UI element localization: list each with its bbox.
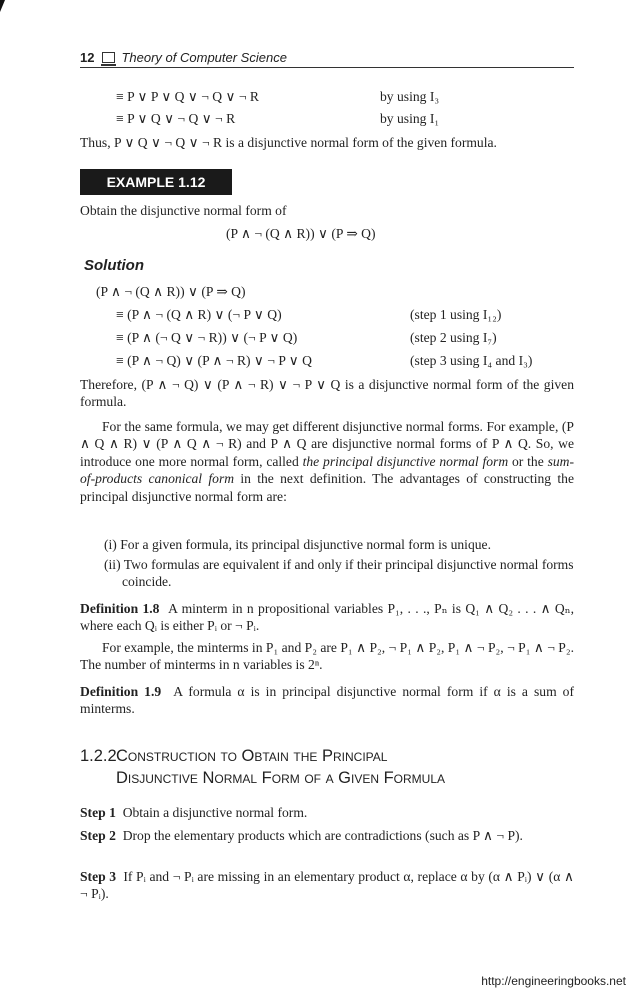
advantage-item: (i) For a given formula, its principal disjunctive normal form is unique. bbox=[104, 537, 491, 552]
derivation-reason: by using I₁ bbox=[380, 111, 440, 126]
solution-therefore: Therefore, (P ∧ ¬ Q) ∨ (P ∧ ¬ R) ∨ ¬ P ∨ Q is a disjunctive normal form of the given formula. bbox=[80, 377, 574, 410]
definition-text: A formula α is in principal disjunctive normal form if α is a sum of minterms. bbox=[80, 684, 575, 717]
definition-1-9 bbox=[80, 683, 574, 718]
step-text: If Pᵢ and ¬ Pᵢ are missing in an elementary product α, replace α by (α ∧ Pᵢ) ∨ (α ∧ ¬ Pᵢ). bbox=[80, 869, 574, 902]
page-corner-mark bbox=[0, 0, 5, 12]
definition-1-8-example: For example, the minterms in P₁ and P₂ are P₁ ∧ P₂, ¬ P₁ ∧ P₂, P₁ ∧ ¬ P₂, ¬ P₁ ∧ ¬ P₂. The number of minterms in n variables is 2ⁿ. bbox=[80, 640, 574, 673]
solution-step-reason: (step 1 using I₁₂) bbox=[410, 307, 502, 322]
derivation-formula: ≡ P ∨ P ∨ Q ∨ ¬ Q ∨ ¬ R bbox=[116, 89, 259, 104]
derivation-formula: ≡ P ∨ Q ∨ ¬ Q ∨ ¬ R bbox=[116, 111, 236, 126]
advantage-item: (ii) Two formulas are equivalent if and only if their principal disjunctive normal forms coincide. bbox=[104, 557, 574, 590]
header-rule bbox=[80, 67, 574, 68]
paragraph-text: or the bbox=[508, 453, 548, 469]
thus-line: Thus, P ∨ Q ∨ ¬ Q ∨ ¬ R is a disjunctive normal form of the given formula. bbox=[80, 135, 497, 150]
paragraph-term: sum-of-products canonical form bbox=[80, 453, 574, 487]
definition-label: Definition 1.8 bbox=[80, 601, 160, 616]
page-number: 12 bbox=[80, 50, 95, 65]
step-item bbox=[80, 868, 574, 903]
solution-first-line: (P ∧ ¬ (Q ∧ R)) ∨ (P ⇒ Q) bbox=[96, 284, 246, 299]
step-label: Step 2 bbox=[80, 828, 116, 843]
section-title-line: Construction to Obtain the Principal bbox=[116, 747, 388, 765]
footer-url: http://engineeringbooks.net bbox=[481, 974, 626, 988]
step-text: Obtain a disjunctive normal form. bbox=[122, 805, 308, 820]
paragraph-text: For the same formula, we may get different disjunctive normal forms. For example, (P ∧ Q ∧ R) ∨ (P ∧ Q ∧ ¬ R) and P ∧ Q are disjunctive normal forms of P ∧ Q. So, we introduce one more normal form, called bbox=[80, 419, 574, 469]
example-formula: (P ∧ ¬ (Q ∧ R)) ∨ (P ⇒ Q) bbox=[226, 226, 376, 241]
solution-heading: Solution bbox=[84, 257, 144, 274]
step-label: Step 3 bbox=[80, 869, 117, 884]
example-label: EXAMPLE 1.12 bbox=[80, 169, 232, 195]
page-header bbox=[80, 50, 574, 67]
section-number: 1.2.2 bbox=[80, 747, 117, 765]
definition-text: A minterm in n propositional variables P₁, . . ., Pₙ is Q₁ ∧ Q₂ . . . ∧ Qₙ, where each Qᵢ is either Pᵢ or ¬ Pᵢ. bbox=[80, 601, 574, 634]
derivation-reason: by using I₃ bbox=[380, 89, 440, 104]
solution-step-reason: (step 3 using I₄ and I₃) bbox=[410, 353, 533, 368]
definition-label: Definition 1.9 bbox=[80, 684, 162, 699]
solution-step-reason: (step 2 using I₇) bbox=[410, 330, 497, 345]
solution-step-formula: ≡ (P ∧ (¬ Q ∨ ¬ R)) ∨ (¬ P ∨ Q) bbox=[116, 330, 298, 345]
step-item bbox=[80, 804, 574, 821]
principal-form-paragraph bbox=[80, 418, 574, 505]
definition-1-8 bbox=[80, 600, 574, 635]
step-label: Step 1 bbox=[80, 805, 116, 820]
step-text: Drop the elementary products which are contradictions (such as P ∧ ¬ P). bbox=[122, 828, 523, 843]
section-title-line: Disjunctive Normal Form of a Given Formula bbox=[116, 769, 446, 788]
example-prompt: Obtain the disjunctive normal form of bbox=[80, 203, 287, 218]
paragraph-term: the principal disjunctive normal form bbox=[302, 453, 509, 469]
solution-step-formula: ≡ (P ∧ ¬ Q) ∨ (P ∧ ¬ R) ∨ ¬ P ∨ Q bbox=[116, 353, 312, 368]
step-item bbox=[80, 827, 574, 844]
solution-step-formula: ≡ (P ∧ ¬ (Q ∧ R) ∨ (¬ P ∨ Q) bbox=[116, 307, 282, 322]
paragraph-text: in the next definition. The advantages of constructing the principal disjunctive normal form are: bbox=[80, 471, 574, 504]
computer-icon bbox=[102, 52, 115, 63]
book-title: Theory of Computer Science bbox=[121, 50, 287, 65]
section-heading bbox=[80, 745, 574, 790]
